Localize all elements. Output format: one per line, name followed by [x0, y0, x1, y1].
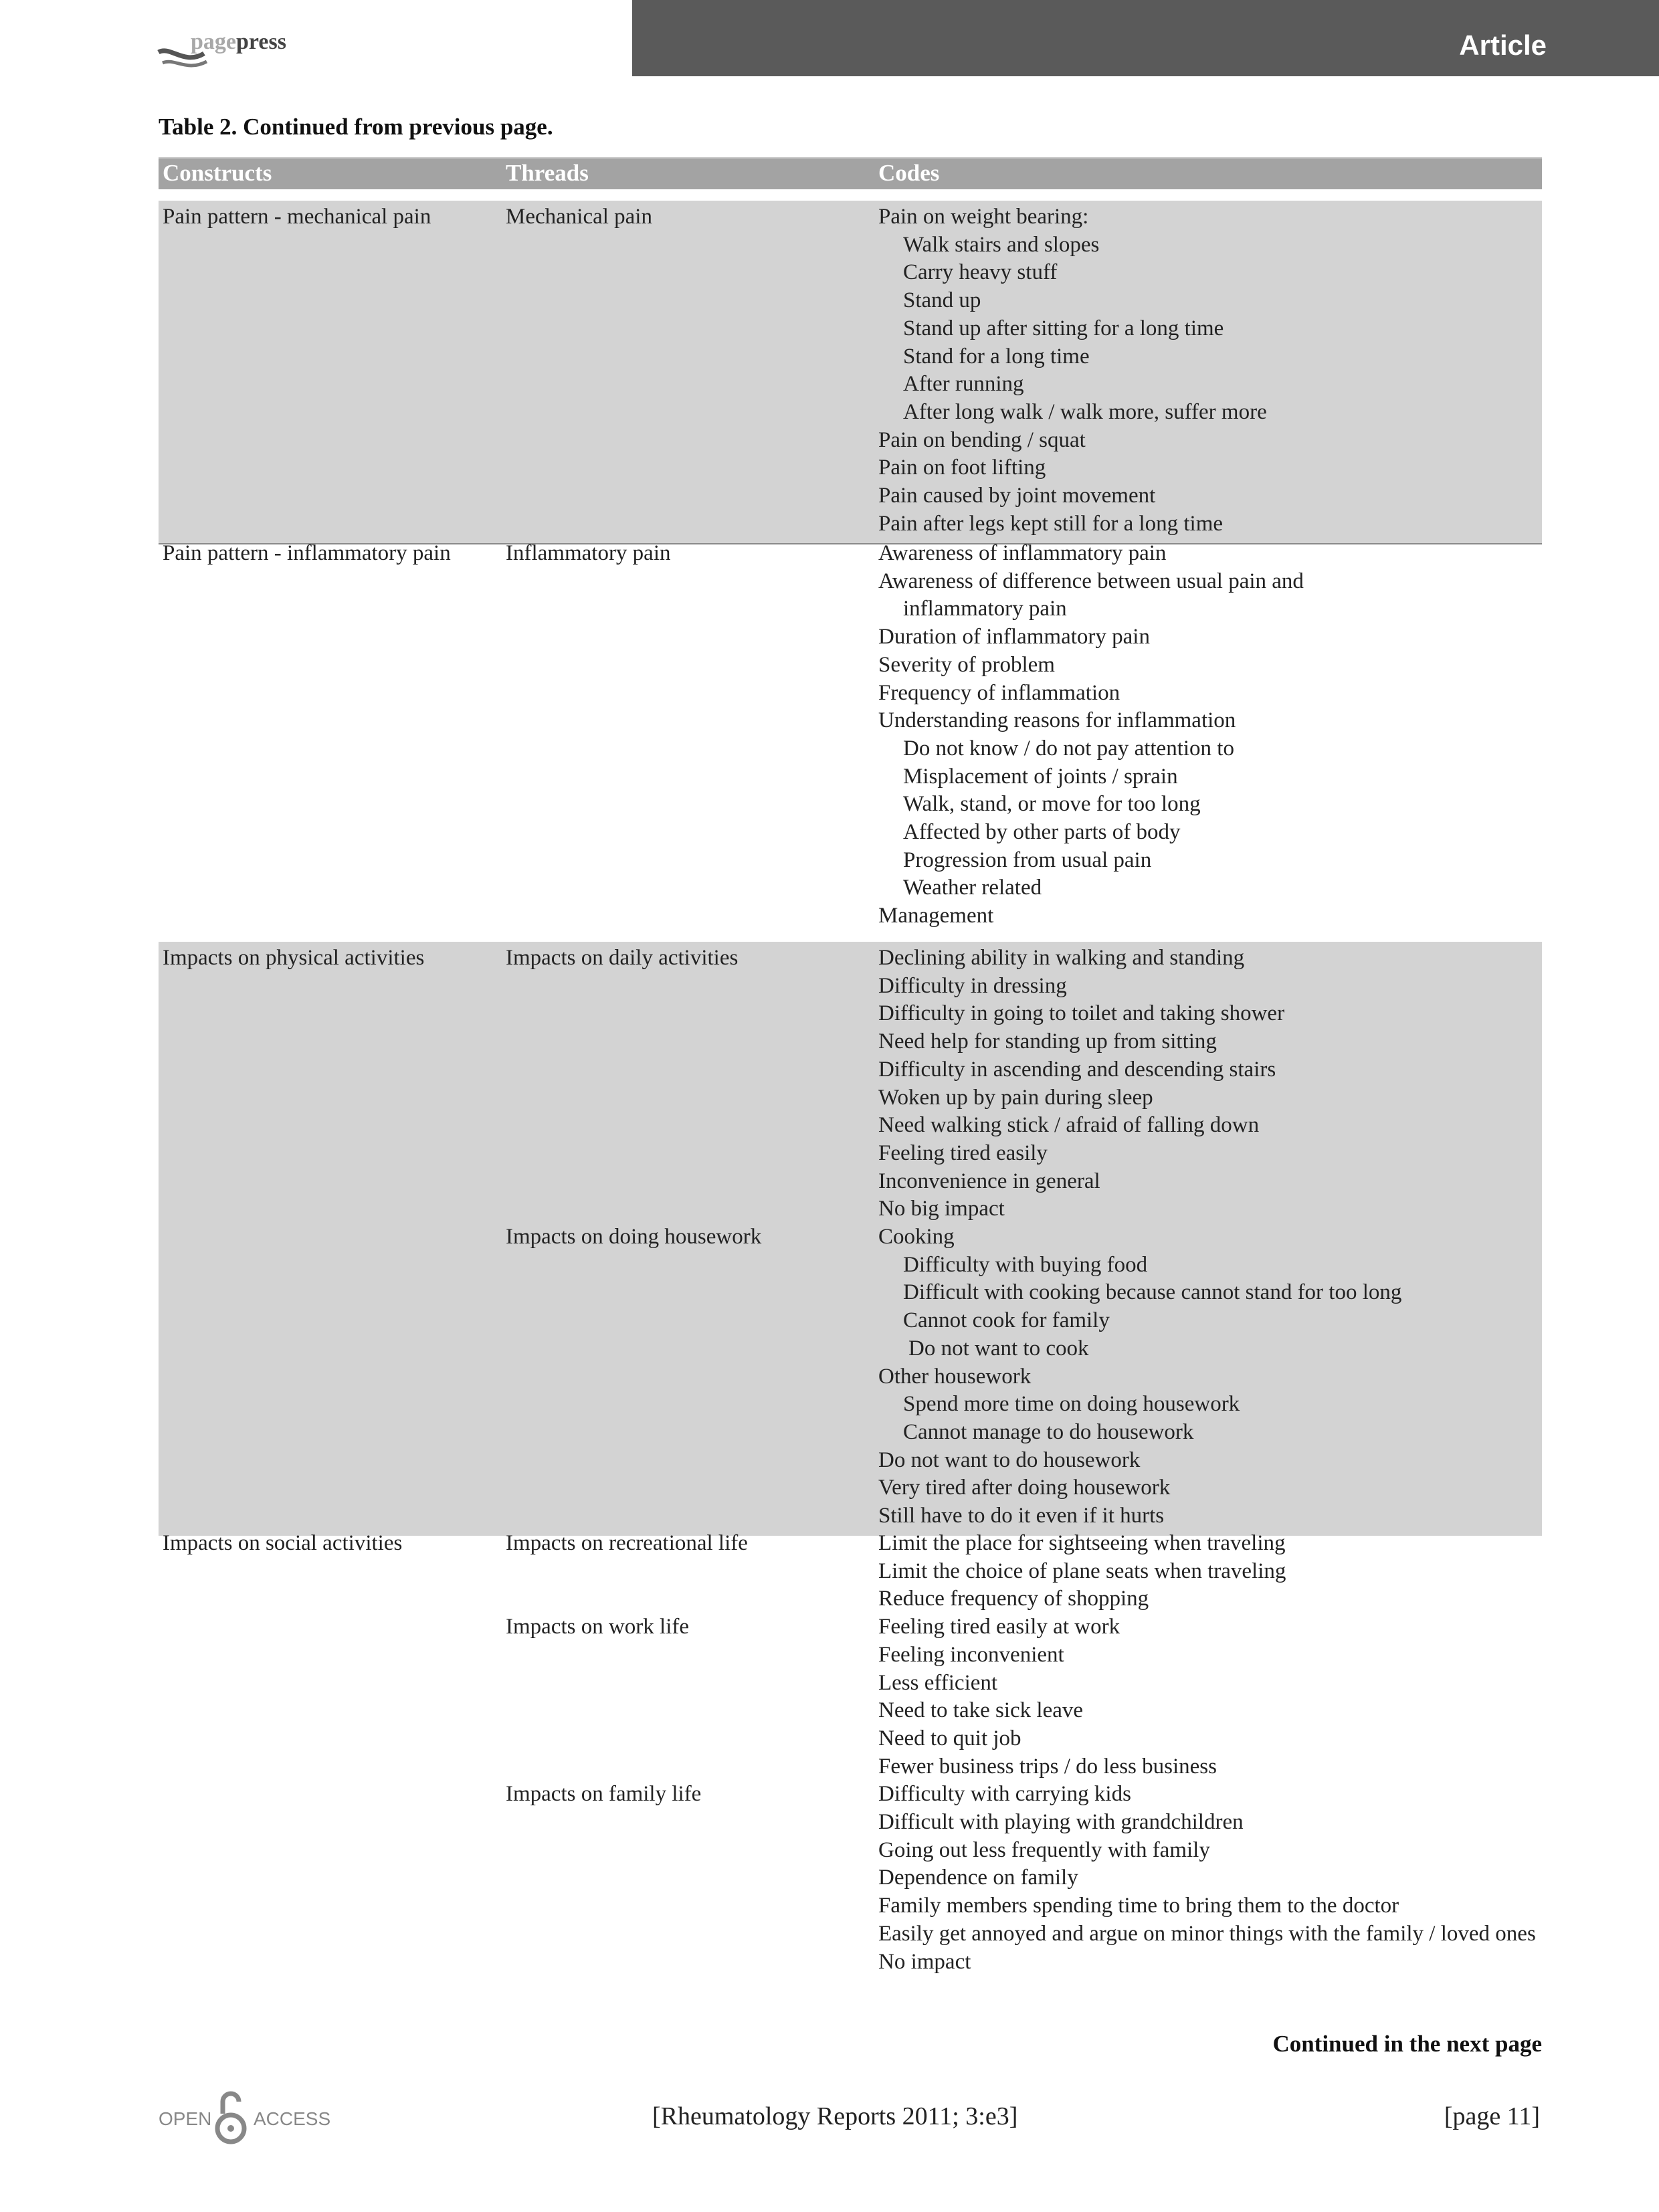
page-number: [page 11] [1444, 2102, 1540, 2130]
construct-cell: Impacts on physical activities [163, 946, 425, 970]
code-item: Do not want to cook [908, 1336, 1089, 1361]
thread-cell: Impacts on family life [506, 1782, 702, 1807]
code-item: Management [878, 904, 994, 928]
publisher-name-part1: page [191, 29, 236, 54]
code-item: Pain on bending / squat [878, 427, 1086, 452]
construct-cell: Pain pattern - inflammatory pain [163, 541, 451, 565]
section-label: Article [1459, 29, 1547, 61]
journal-citation: [Rheumatology Reports 2011; 3:e3] [652, 2102, 1018, 2130]
code-item: Very tired after doing housework [878, 1476, 1171, 1500]
table-row [159, 942, 1542, 1536]
code-item: Cooking [878, 1225, 955, 1249]
thread-cell: Impacts on doing housework [506, 1225, 762, 1249]
code-item: Limit the choice of plane seats when traveling [878, 1559, 1286, 1583]
code-item: Pain on weight bearing: [878, 205, 1089, 229]
code-item: Declining ability in walking and standing [878, 946, 1245, 970]
code-item: Affected by other parts of body [903, 820, 1181, 845]
code-item: Need to quit job [878, 1726, 1021, 1750]
code-item: inflammatory pain [903, 597, 1067, 621]
code-item: After long walk / walk more, suffer more [903, 399, 1267, 424]
code-item: Cannot manage to do housework [903, 1419, 1194, 1444]
code-item: Misplacement of joints / sprain [903, 764, 1178, 789]
code-item: Still have to do it even if it hurts [878, 1504, 1165, 1528]
code-item: Understanding reasons for inflammation [878, 708, 1236, 733]
code-item: Difficult with playing with grandchildren [878, 1810, 1244, 1834]
codes-cell [878, 540, 1304, 930]
code-item: Walk, stand, or move for too long [903, 792, 1201, 817]
table-row [159, 201, 1542, 544]
code-item: Limit the place for sightseeing when traveling [878, 1531, 1286, 1555]
publisher-name-part2: press [236, 29, 286, 54]
code-item: Severity of problem [878, 652, 1055, 677]
code-item: Stand for a long time [903, 344, 1090, 369]
thread-cell: Impacts on work life [506, 1615, 690, 1639]
code-item: Inconvenience in general [878, 1169, 1100, 1193]
code-item: Stand up after sitting for a long time [903, 316, 1224, 340]
code-item: Difficulty in ascending and descending stairs [878, 1057, 1276, 1082]
codes-cell [878, 944, 1284, 1223]
code-item: No impact [878, 1949, 971, 1974]
thread-cell: Impacts on recreational life [506, 1531, 748, 1555]
open-lock-icon [215, 2087, 247, 2147]
code-item: Frequency of inflammation [878, 680, 1120, 705]
code-item: Awareness of difference between usual pain and [878, 569, 1304, 593]
code-item: Family members spending time to bring them to the doctor [878, 1894, 1399, 1918]
table-row [159, 1527, 1542, 1981]
code-item: Do not know / do not pay attention to [903, 736, 1234, 761]
thread-cell: Impacts on daily activities [506, 946, 739, 970]
code-item: Pain after legs kept still for a long time [878, 511, 1224, 536]
open-access-left: OPEN [159, 2108, 212, 2129]
column-header-constructs: Constructs [163, 160, 272, 186]
code-item: Need help for standing up from sitting [878, 1029, 1217, 1054]
table-caption: Table 2. Continued from previous page. [159, 114, 553, 140]
column-header-codes: Codes [878, 160, 940, 186]
thread-cell: Inflammatory pain [506, 541, 671, 565]
code-item: Carry heavy stuff [903, 260, 1058, 285]
continued-note: Continued in the next page [1272, 2031, 1542, 2057]
code-item: Dependence on family [878, 1866, 1078, 1890]
construct-cell: Pain pattern - mechanical pain [163, 205, 431, 229]
publisher-name [191, 29, 286, 55]
codes-cell [878, 1781, 1536, 1976]
codes-cell [878, 1223, 1401, 1530]
code-item: Fewer business trips / do less business [878, 1754, 1217, 1779]
code-item: Going out less frequently with family [878, 1837, 1210, 1862]
code-item: Reduce frequency of shopping [878, 1587, 1149, 1611]
table-header [159, 157, 1542, 189]
code-item: Walk stairs and slopes [903, 232, 1100, 257]
table-row [159, 537, 1542, 936]
code-item: Cannot cook for family [903, 1308, 1110, 1333]
publisher-logo [157, 29, 324, 83]
code-item: Feeling inconvenient [878, 1642, 1064, 1667]
codes-cell [878, 1613, 1217, 1781]
code-item: Need to take sick leave [878, 1698, 1084, 1723]
code-item: Other housework [878, 1364, 1032, 1389]
codes-cell [878, 1530, 1286, 1613]
code-item: Feeling tired easily at work [878, 1615, 1120, 1639]
header-bar [632, 0, 1659, 76]
code-item: Difficulty with buying food [903, 1252, 1148, 1277]
code-item: Difficulty in going to toilet and taking shower [878, 1001, 1285, 1026]
construct-cell: Impacts on social activities [163, 1531, 403, 1555]
thread-cell: Mechanical pain [506, 205, 652, 229]
code-item: Pain on foot lifting [878, 456, 1046, 480]
code-item: Feeling tired easily [878, 1140, 1048, 1165]
code-item: Progression from usual pain [903, 847, 1152, 872]
open-access-logo [159, 2087, 332, 2148]
code-item: Difficulty with carrying kids [878, 1782, 1131, 1807]
code-item: Do not want to do housework [878, 1447, 1141, 1472]
column-header-threads: Threads [506, 160, 589, 186]
code-item: Spend more time on doing housework [903, 1392, 1240, 1417]
code-item: Difficulty in dressing [878, 973, 1067, 998]
codes-cell [878, 203, 1267, 538]
code-item: Difficult with cooking because cannot stand for too long [903, 1280, 1402, 1305]
code-item: Duration of inflammatory pain [878, 625, 1150, 649]
code-item: Woken up by pain during sleep [878, 1085, 1153, 1110]
code-item: Easily get annoyed and argue on minor things with the family / loved ones [878, 1921, 1536, 1946]
code-item: No big impact [878, 1197, 1005, 1221]
code-item: Awareness of inflammatory pain [878, 541, 1167, 565]
code-item: Weather related [903, 876, 1042, 900]
code-item: Stand up [903, 288, 981, 313]
code-item: Pain caused by joint movement [878, 484, 1156, 508]
code-item: Less efficient [878, 1670, 998, 1695]
open-access-right: ACCESS [254, 2108, 331, 2129]
code-item: Need walking stick / afraid of falling down [878, 1113, 1260, 1138]
code-item: After running [903, 372, 1024, 397]
